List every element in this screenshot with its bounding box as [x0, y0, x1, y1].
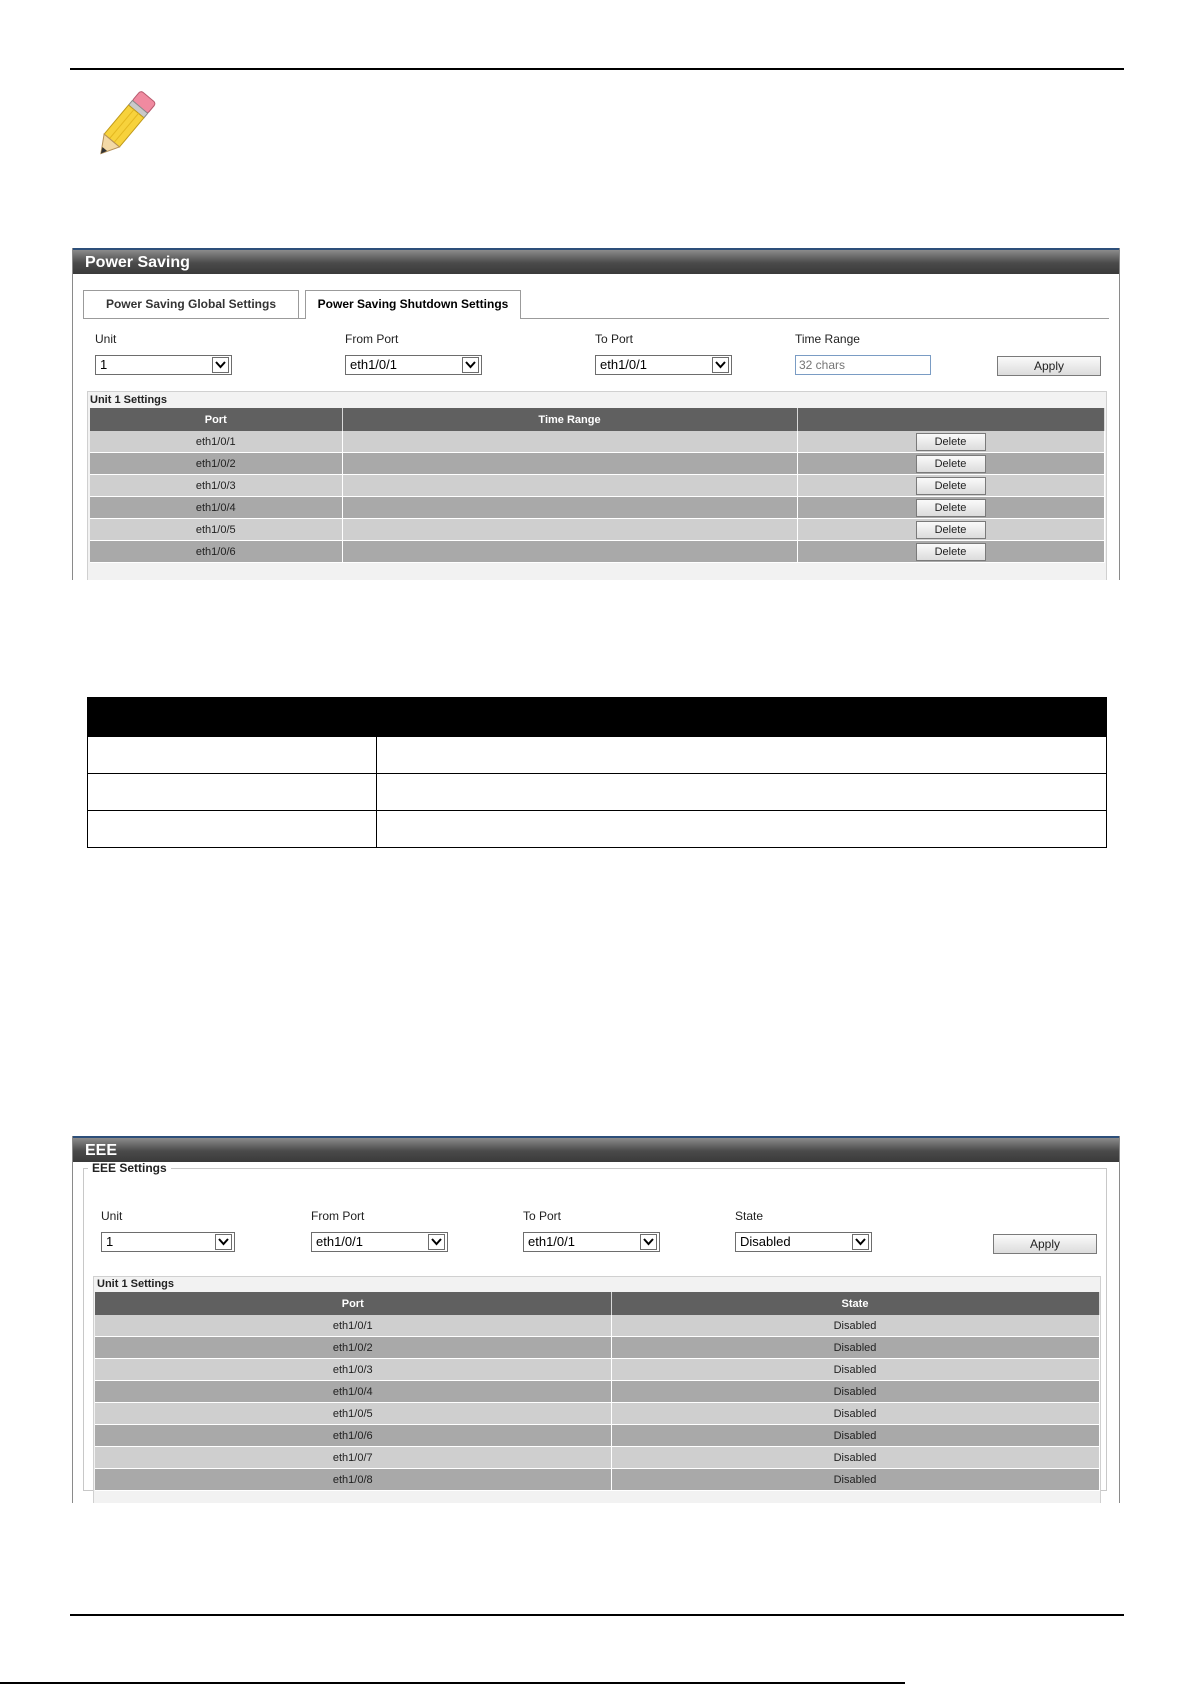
column-header-action: [797, 408, 1104, 431]
unit-label: Unit: [95, 332, 117, 346]
chevron-down-icon[interactable]: [215, 1234, 232, 1250]
time-range-input[interactable]: [795, 355, 931, 375]
state-cell: Disabled: [611, 1359, 1099, 1381]
port-cell: eth1/0/3: [90, 475, 342, 497]
unit-1-settings-title: Unit 1 Settings: [97, 1278, 175, 1290]
port-cell: eth1/0/2: [95, 1337, 611, 1359]
to-port-label: To Port: [595, 332, 634, 346]
from-port-select-value: eth1/0/1: [316, 1234, 363, 1249]
apply-button[interactable]: Apply: [997, 356, 1101, 376]
chevron-down-icon[interactable]: [640, 1234, 657, 1250]
power-saving-port-table: [90, 408, 1105, 563]
state-cell: Disabled: [611, 1381, 1099, 1403]
tab-power-saving-shutdown-settings[interactable]: Power Saving Shutdown Settings: [305, 290, 521, 319]
table-row: [95, 1469, 1099, 1491]
table-row: [95, 1447, 1099, 1469]
eee-title: EEE: [73, 1136, 1119, 1162]
table-row: [90, 519, 1104, 541]
state-select[interactable]: [735, 1232, 872, 1252]
time-range-cell: [342, 453, 797, 475]
from-port-select-value: eth1/0/1: [350, 357, 397, 372]
from-port-label: From Port: [311, 1209, 365, 1223]
port-cell: eth1/0/1: [95, 1315, 611, 1337]
delete-button[interactable]: Delete: [916, 521, 986, 539]
port-cell: eth1/0/6: [95, 1425, 611, 1447]
eee-panel: [72, 1136, 1120, 1503]
power-saving-title: Power Saving: [73, 248, 1119, 274]
from-port-select[interactable]: [311, 1232, 448, 1252]
to-port-select-value: eth1/0/1: [600, 357, 647, 372]
chevron-down-icon[interactable]: [212, 357, 229, 373]
column-header-port: Port: [90, 408, 342, 431]
table-row: [95, 1359, 1099, 1381]
table-row: [95, 1425, 1099, 1447]
table-row: [95, 1381, 1099, 1403]
header-rule: [70, 68, 1124, 70]
port-cell: eth1/0/7: [95, 1447, 611, 1469]
delete-button[interactable]: Delete: [916, 543, 986, 561]
unit-select-value: 1: [106, 1234, 114, 1249]
chevron-down-icon[interactable]: [712, 357, 729, 373]
from-port-label: From Port: [345, 332, 399, 346]
chevron-down-icon[interactable]: [428, 1234, 445, 1250]
port-cell: eth1/0/5: [90, 519, 342, 541]
port-cell: eth1/0/4: [95, 1381, 611, 1403]
to-port-select[interactable]: [595, 355, 732, 375]
table-row: [90, 541, 1104, 563]
chevron-down-icon[interactable]: [852, 1234, 869, 1250]
unit-label: Unit: [101, 1209, 123, 1223]
state-label: State: [735, 1209, 764, 1223]
to-port-select[interactable]: [523, 1232, 660, 1252]
delete-button[interactable]: Delete: [916, 477, 986, 495]
table-row: [90, 453, 1104, 475]
eee-settings-legend: EEE Settings: [92, 1161, 167, 1175]
power-saving-panel: [72, 248, 1120, 580]
delete-button[interactable]: Delete: [916, 455, 986, 473]
delete-button[interactable]: Delete: [916, 499, 986, 517]
time-range-cell: [342, 475, 797, 497]
port-cell: eth1/0/1: [90, 431, 342, 453]
table-row: [95, 1403, 1099, 1425]
unit-select[interactable]: [95, 355, 232, 375]
port-cell: eth1/0/6: [90, 541, 342, 563]
column-header-state: State: [611, 1292, 1099, 1315]
port-cell: eth1/0/2: [90, 453, 342, 475]
time-range-cell: [342, 497, 797, 519]
state-cell: Disabled: [611, 1447, 1099, 1469]
time-range-cell: [342, 541, 797, 563]
table-row: [90, 431, 1104, 453]
table-row: [88, 737, 1107, 774]
tab-power-saving-global-settings[interactable]: Power Saving Global Settings: [83, 290, 299, 318]
unit-select[interactable]: [101, 1232, 235, 1252]
table-row: [95, 1315, 1099, 1337]
eee-port-table: [95, 1292, 1100, 1491]
state-cell: Disabled: [611, 1469, 1099, 1491]
to-port-select-value: eth1/0/1: [528, 1234, 575, 1249]
power-saving-tabs: [83, 290, 1109, 319]
chevron-down-icon[interactable]: [462, 357, 479, 373]
time-range-cell: [342, 431, 797, 453]
table-row: [88, 774, 1107, 811]
delete-button[interactable]: Delete: [916, 433, 986, 451]
unit-1-settings-title: Unit 1 Settings: [90, 394, 168, 406]
state-cell: Disabled: [611, 1425, 1099, 1447]
state-cell: Disabled: [611, 1337, 1099, 1359]
column-header-port: Port: [95, 1292, 611, 1315]
from-port-select[interactable]: [345, 355, 482, 375]
table-row: [90, 497, 1104, 519]
pencil-icon: [84, 86, 164, 166]
state-select-value: Disabled: [740, 1234, 791, 1249]
table-row: [90, 475, 1104, 497]
port-cell: eth1/0/4: [90, 497, 342, 519]
port-cell: eth1/0/5: [95, 1403, 611, 1425]
column-header-time-range: Time Range: [342, 408, 797, 431]
state-cell: Disabled: [611, 1403, 1099, 1425]
table-row: [88, 811, 1107, 848]
time-range-label: Time Range: [795, 332, 860, 346]
port-cell: eth1/0/8: [95, 1469, 611, 1491]
port-cell: eth1/0/3: [95, 1359, 611, 1381]
apply-button[interactable]: Apply: [993, 1234, 1097, 1254]
parameter-table: [87, 697, 1107, 848]
unit-select-value: 1: [100, 357, 108, 372]
state-cell: Disabled: [611, 1315, 1099, 1337]
time-range-cell: [342, 519, 797, 541]
to-port-label: To Port: [523, 1209, 562, 1223]
table-row: [95, 1337, 1099, 1359]
footer-rule: [70, 1614, 1124, 1616]
